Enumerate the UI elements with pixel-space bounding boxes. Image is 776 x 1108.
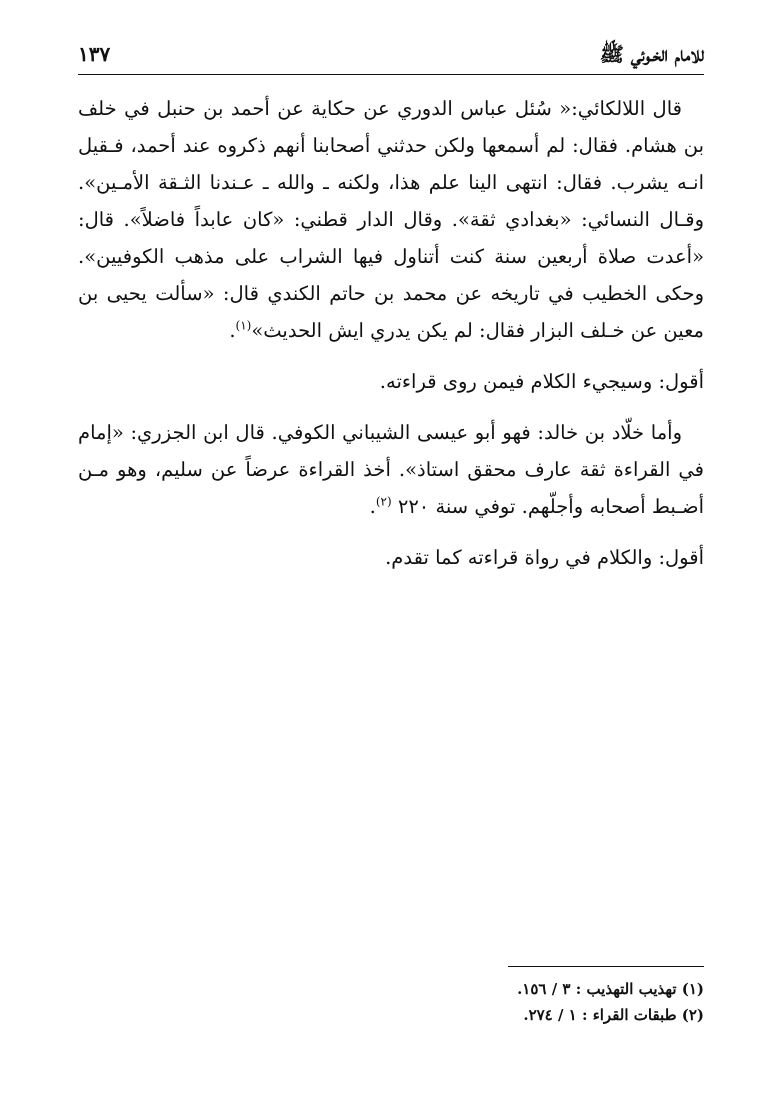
paragraph-4-text: أقول: والكلام في رواة قراءته كما تقدم. bbox=[385, 546, 704, 569]
footnote-1: (١) تهذيب التهذيب : ٣ / ١٥٦. bbox=[517, 980, 704, 998]
footnote-rule bbox=[508, 966, 704, 967]
footnotes bbox=[78, 976, 704, 1028]
header-rule bbox=[78, 74, 704, 75]
footnote-2: (٢) طبقات القراء : ١ / ٢٧٤. bbox=[523, 1006, 704, 1024]
paragraph-1 bbox=[78, 90, 704, 349]
paragraph-3 bbox=[78, 414, 704, 525]
main-text bbox=[78, 90, 704, 590]
paragraph-3-text: وأما خلّاد بن خالد: فهو أبو عيسى الشيباني الكوفي. قال ابن الجزري: «إمام في القراءة ثقة عارف محقق استاذ». أخذ القراءة عرضاً عن سليم، وهو مـن أضـبط أصحابه وأجلّهم. توفي سنة ٢٢٠ bbox=[78, 421, 704, 518]
paragraph-2-text: أقول: وسيجيء الكلام فيمن روى قراءته. bbox=[379, 370, 704, 393]
running-header bbox=[78, 38, 704, 72]
page-number: ١٣٧ bbox=[78, 42, 111, 66]
footnote-ref-1[interactable]: (١) bbox=[235, 318, 252, 333]
paragraph-3-end: . bbox=[369, 495, 376, 518]
paragraph-4 bbox=[78, 539, 704, 576]
paragraph-2 bbox=[78, 363, 704, 400]
paragraph-1-end: . bbox=[229, 319, 236, 342]
paragraph-1-text: قال اللالكائي:« سُئل عباس الدوري عن حكاية عن أحمد بن حنبل في خلف بن هشام. فقال: لم أسمعها ولكن حدثني أصحابنا أنهم ذكروه عند أحمد، فـقيل انـه يشرب. فقال: انتهى الينا علم هذا، ولكنه ـ والله ـ عـندنا الثـقة الأمـين». وقـال النسائي: «بغدادي ثقة». وقال الدار قطني: «كان عابداً فاضلاً». قال: «أعدت صلاة أربعين سنة كنت أتناول فيها الشراب على مذهب الكوفيين». وحكى الخطيب في تاريخه عن محمد بن حاتم الكندي قال: «سألت يحيى بن معين عن خـلف البزار فقال: لم يكن يدري ايش الحديث» bbox=[78, 97, 704, 342]
footnote-ref-2[interactable]: (٢) bbox=[375, 494, 392, 509]
header-title: للامام الخـوئي ﷺ bbox=[599, 42, 704, 66]
